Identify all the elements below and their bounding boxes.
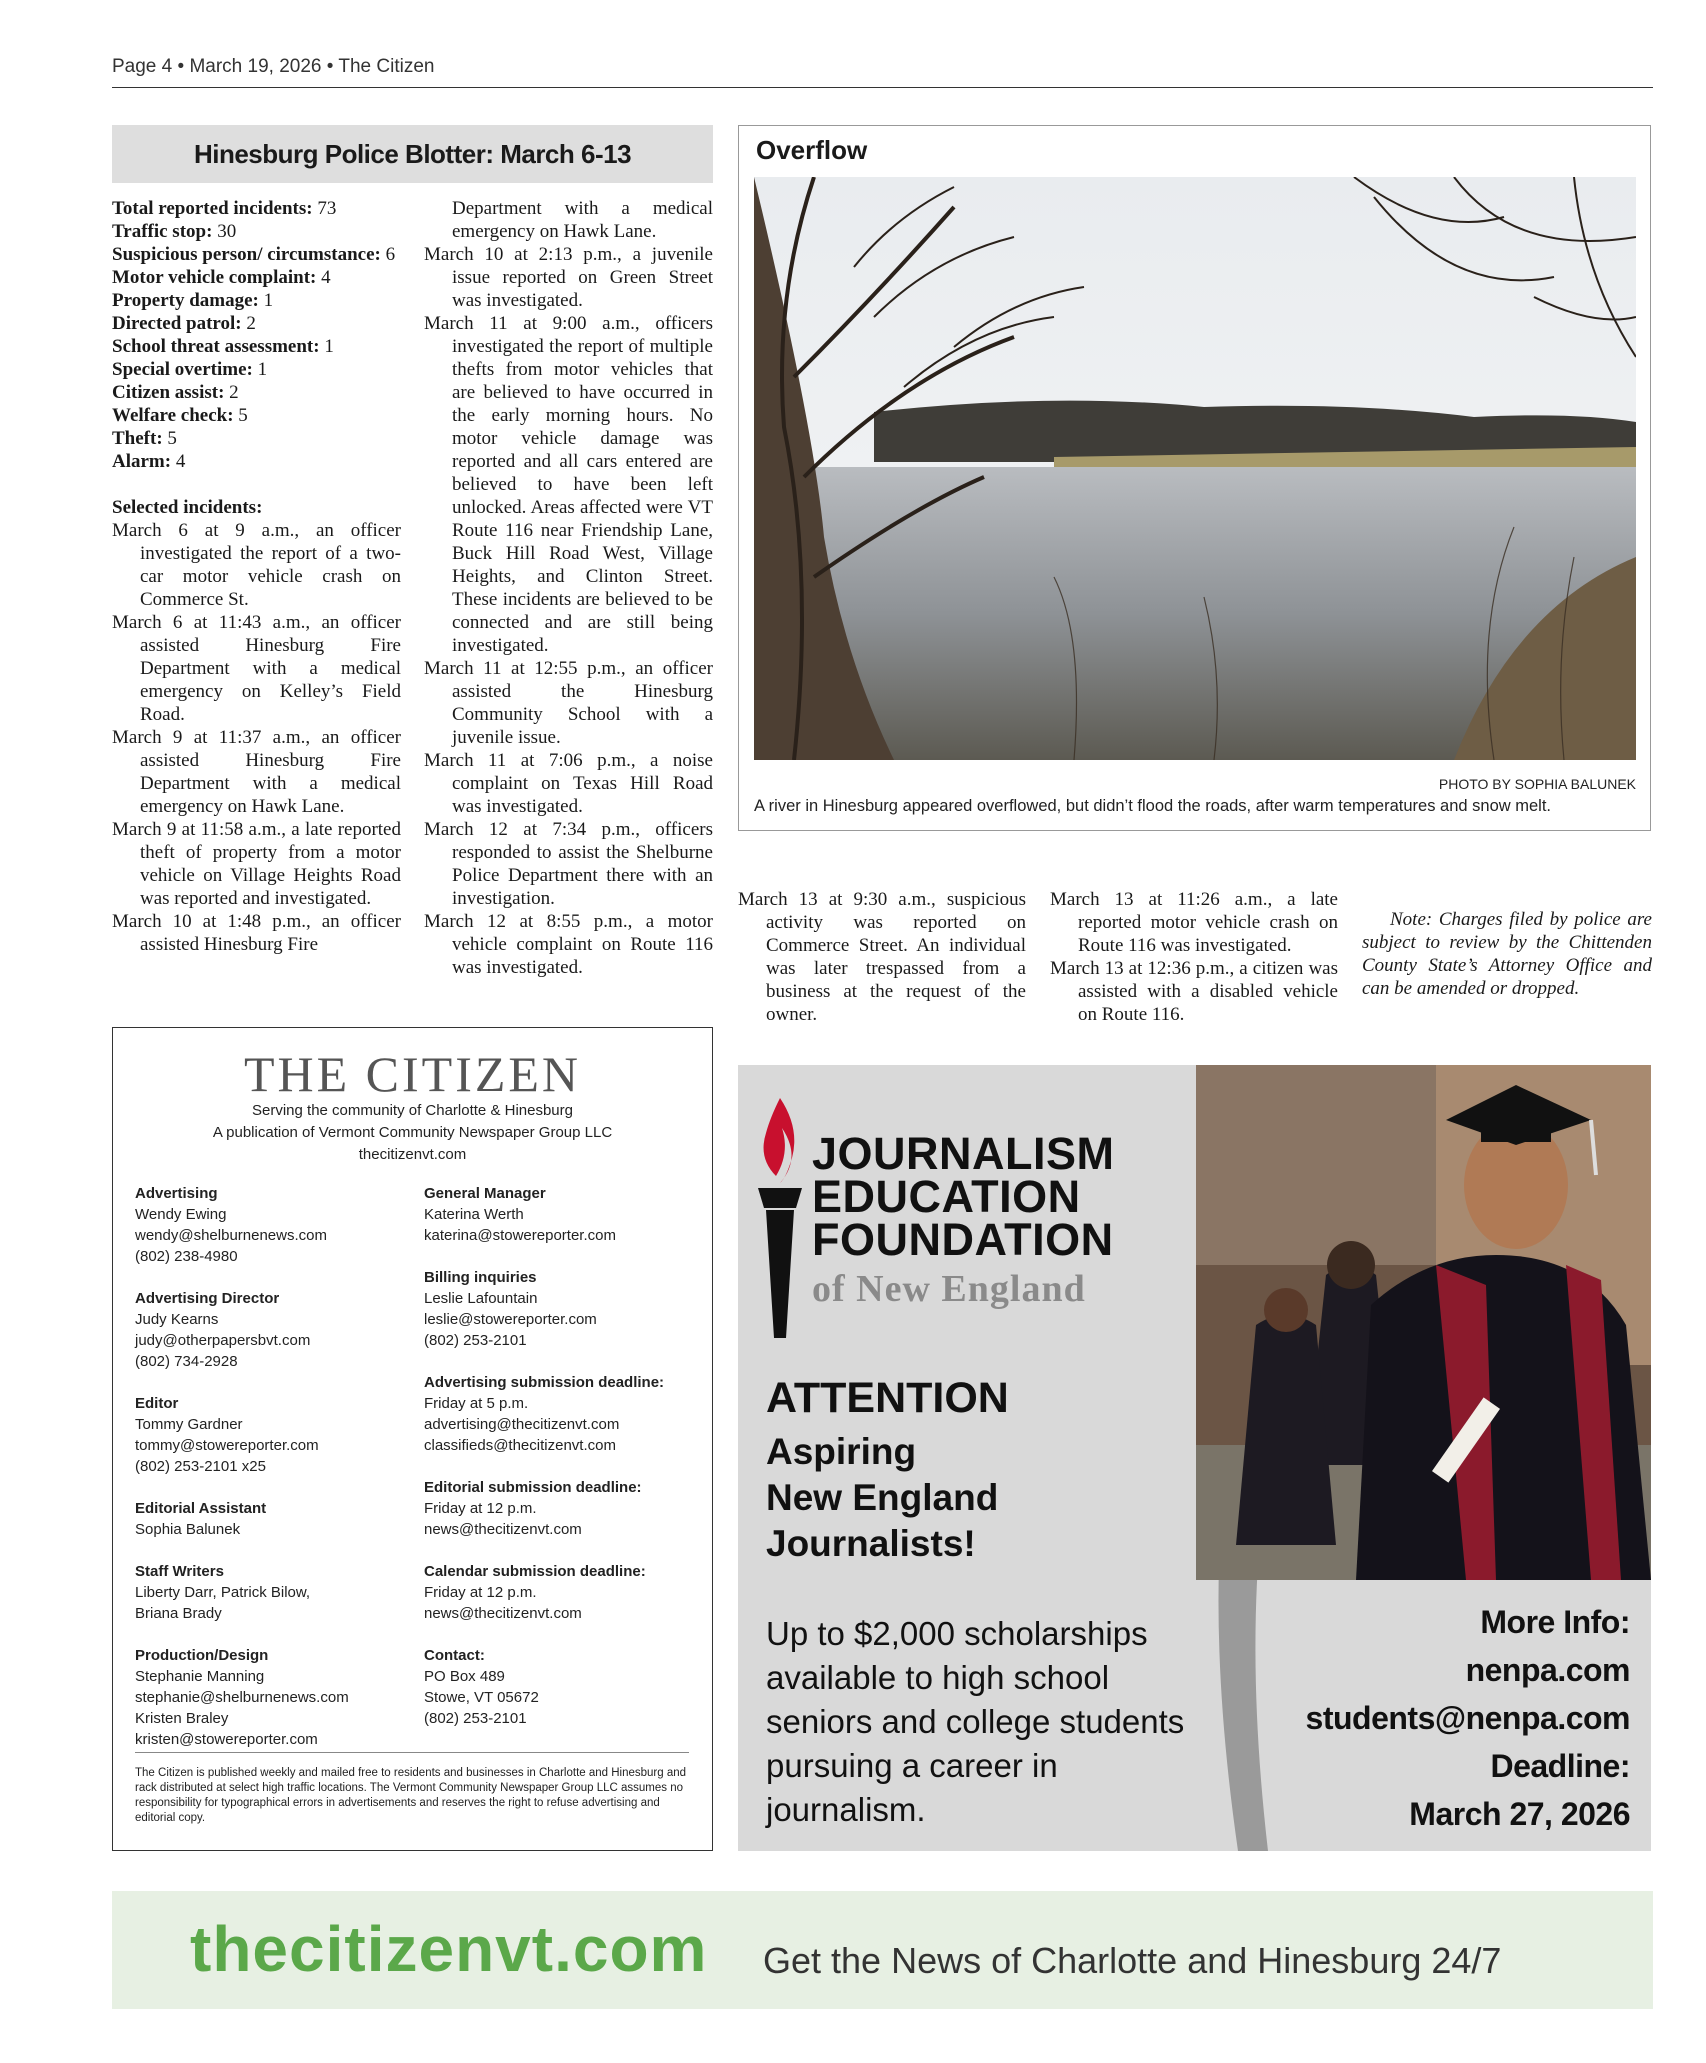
staff-line: (802) 253-2101 xyxy=(424,1332,527,1349)
stat-row xyxy=(112,358,401,381)
incident-entry: March 13 at 12:36 p.m., a citizen was assisted with a disabled vehicle on Route 116. xyxy=(1050,958,1338,1025)
staff-line: judy@otherpapersbvt.com xyxy=(135,1332,311,1349)
ad-info-label: More Info: xyxy=(1480,1604,1630,1640)
staff-line: (802) 734-2928 xyxy=(135,1353,238,1370)
staff-directory-right xyxy=(424,1183,704,1729)
staff-line: (802) 238-4980 xyxy=(135,1248,238,1265)
staff-heading: Billing inquiries xyxy=(424,1269,537,1286)
staff-directory-left xyxy=(135,1183,395,1750)
graduates-photo xyxy=(1196,1065,1651,1580)
staff-line: advertising@thecitizenvt.com xyxy=(424,1416,620,1433)
ad-headline-line: Aspiring xyxy=(766,1431,917,1472)
masthead-title: THE CITIZEN xyxy=(243,1046,582,1102)
staff-heading: General Manager xyxy=(424,1185,546,1202)
blotter-column-3 xyxy=(738,888,1026,1026)
incident-entry: March 11 at 12:55 p.m., an officer assisted the Hinesburg Community School with a juvenile issue. xyxy=(424,658,713,748)
incident-entry: March 6 at 11:43 a.m., an officer assisted Hinesburg Fire Department with a medical emergency on Kelley’s Field Road. xyxy=(112,612,401,725)
banner-tagline: Get the News of Charlotte and Hinesburg 24/7 xyxy=(763,1940,1502,1981)
stat-row xyxy=(112,197,401,220)
staff-line: news@thecitizenvt.com xyxy=(424,1521,582,1538)
stat-label: Property damage: xyxy=(112,290,259,311)
foundation-subtitle: of New England xyxy=(812,1268,1086,1310)
stat-value: 5 xyxy=(238,405,248,426)
blotter-stats xyxy=(112,197,401,473)
stat-label: Alarm: xyxy=(112,451,172,472)
stat-label: Welfare check: xyxy=(112,405,234,426)
issue-date: March 19, 2026 xyxy=(189,56,322,77)
graduates-illustration xyxy=(1196,1065,1651,1580)
stat-label: Theft: xyxy=(112,428,163,449)
stat-value: 4 xyxy=(321,267,331,288)
foundation-line-2: EDUCATION xyxy=(812,1171,1081,1222)
header-divider xyxy=(112,87,1653,88)
staff-heading: Calendar submission deadline: xyxy=(424,1563,646,1580)
blotter-column-4 xyxy=(1050,888,1338,1026)
staff-line: news@thecitizenvt.com xyxy=(424,1605,582,1622)
staff-gap xyxy=(135,1540,395,1561)
staff-line: Tommy Gardner xyxy=(135,1416,243,1433)
stat-value: 1 xyxy=(324,336,334,357)
page-header xyxy=(112,56,1653,78)
blotter-column-2 xyxy=(424,197,713,979)
foundation-line-3: FOUNDATION xyxy=(812,1214,1114,1265)
staff-gap xyxy=(135,1267,395,1288)
masthead-divider xyxy=(135,1752,689,1753)
stat-label: Suspicious person/ circumstance: xyxy=(112,244,381,265)
staff-heading: Contact: xyxy=(424,1647,485,1664)
ad-body-text: Up to $2,000 scholarships available to high school seniors and college students pursuing a career in journalism. xyxy=(766,1615,1185,1828)
stat-value: 30 xyxy=(217,221,237,242)
blotter-entries-2 xyxy=(424,243,713,979)
staff-line: Stephanie Manning xyxy=(135,1668,265,1685)
stat-label: Special overtime: xyxy=(112,359,253,380)
staff-line: stephanie@shelburnenews.com xyxy=(135,1689,349,1706)
staff-gap xyxy=(424,1540,704,1561)
stat-row xyxy=(112,404,401,427)
photo-caption: A river in Hinesburg appeared overflowed, but didn’t flood the roads, after warm temperatures and snow melt. xyxy=(754,797,1552,815)
staff-gap xyxy=(424,1456,704,1477)
selected-incidents-heading: Selected incidents: xyxy=(112,497,263,518)
staff-line: Stowe, VT 05672 xyxy=(424,1689,539,1706)
staff-line: Leslie Lafountain xyxy=(424,1290,538,1307)
foundation-line-1: JOURNALISM xyxy=(812,1128,1115,1179)
page-number: Page 4 xyxy=(112,56,173,77)
staff-line: Judy Kearns xyxy=(135,1311,219,1328)
staff-line: PO Box 489 xyxy=(424,1668,505,1685)
stat-label: Motor vehicle complaint: xyxy=(112,267,317,288)
staff-heading: Editorial submission deadline: xyxy=(424,1479,642,1496)
paper-name: The Citizen xyxy=(338,56,435,77)
staff-line: kristen@stowereporter.com xyxy=(135,1731,318,1748)
incident-entry: March 9 at 11:58 a.m., a late reported theft of property from a motor vehicle on Village Heights Road was reported and investigated. xyxy=(112,819,401,909)
staff-line: (802) 253-2101 xyxy=(424,1710,527,1727)
incident-entry: March 11 at 9:00 a.m., officers investigated the report of multiple thefts from motor vehicles that are believed to have occurred in the early morning hours. No motor vehicle damage was reported and all cars entered are believed to have been left unlocked. Areas affected were VT Route 116 near Friendship Lane, Buck Hill Road West, Village Heights, and Clinton Street. These incidents are believed to be connected and are still being investigated. xyxy=(424,313,713,656)
stat-value: 1 xyxy=(263,290,274,311)
blotter-note: Note: Charges filed by police are subject to review by the Chittenden County State’s Attorney Office and can be amended or dropped. xyxy=(1362,909,1652,999)
incident-entry: March 11 at 7:06 p.m., a noise complaint on Texas Hill Road was investigated. xyxy=(424,750,713,817)
stat-row xyxy=(112,243,401,266)
staff-gap xyxy=(135,1624,395,1645)
stat-label: Total reported incidents: xyxy=(112,198,313,219)
staff-heading: Editorial Assistant xyxy=(135,1500,267,1517)
stat-row xyxy=(112,450,401,473)
blotter-title: Hinesburg Police Blotter: March 6-13 xyxy=(112,125,713,183)
staff-gap xyxy=(424,1246,704,1267)
river-photo-illustration xyxy=(754,177,1636,760)
stat-value: 1 xyxy=(257,359,268,380)
incident-entry: March 12 at 8:55 p.m., a motor vehicle complaint on Route 116 was investigated. xyxy=(424,911,713,978)
stat-value: 5 xyxy=(167,428,177,449)
staff-line: classifieds@thecitizenvt.com xyxy=(424,1437,616,1454)
stat-row xyxy=(112,220,401,243)
incident-entry: March 13 at 9:30 a.m., suspicious activity was reported on Commerce Street. An individual was later trespassed from a business at the request of the owner. xyxy=(738,889,1026,1025)
stat-value: 6 xyxy=(385,244,396,265)
staff-gap xyxy=(135,1372,395,1393)
stat-label: Citizen assist: xyxy=(112,382,225,403)
staff-line: Friday at 12 p.m. xyxy=(424,1584,537,1601)
ad-headline xyxy=(766,1429,998,1567)
incident-entry: March 12 at 7:34 p.m., officers responded to assist the Shelburne Police Department there with an investigation. xyxy=(424,819,713,909)
photo-credit: PHOTO BY SOPHIA BALUNEK xyxy=(1438,776,1636,792)
ad-headline-line: Journalists! xyxy=(766,1523,976,1564)
staff-gap xyxy=(135,1477,395,1498)
ad-deadline-date: March 27, 2026 xyxy=(1409,1796,1630,1832)
staff-gap xyxy=(424,1351,704,1372)
header-separator: • xyxy=(326,56,334,77)
incident-entry: March 10 at 2:13 p.m., a juvenile issue reported on Green Street was investigated. xyxy=(424,244,713,311)
staff-line: wendy@shelburnenews.com xyxy=(135,1227,327,1244)
staff-line: (802) 253-2101 x25 xyxy=(135,1458,266,1475)
staff-line: Friday at 12 p.m. xyxy=(424,1500,537,1517)
stat-label: Directed patrol: xyxy=(112,313,242,334)
stat-value: 2 xyxy=(246,313,256,334)
staff-line: Friday at 5 p.m. xyxy=(424,1395,529,1412)
torch-logo-icon xyxy=(752,1098,808,1338)
incident-entry: March 6 at 9 a.m., an officer investigated the report of a two-car motor vehicle crash on Commerce St. xyxy=(112,520,401,610)
staff-heading: Advertising submission deadline: xyxy=(424,1374,665,1391)
incident-entry: March 13 at 11:26 a.m., a late reported motor vehicle crash on Route 116 was investigated. xyxy=(1050,889,1338,956)
ad-attention: ATTENTION xyxy=(766,1374,1009,1422)
staff-line: Kristen Braley xyxy=(135,1710,229,1727)
masthead-disclaimer: The Citizen is published weekly and mailed free to residents and businesses in Charlotte and Hinesburg and rack distributed at select high traffic locations. The Vermont Community Newspaper Group LLC assumes no responsibility for typographical errors in advertisements and reserves the right to refuse advertising and editorial copy. xyxy=(135,1767,687,1824)
foundation-name xyxy=(812,1128,1115,1265)
staff-line: Sophia Balunek xyxy=(135,1521,241,1538)
staff-heading: Advertising Director xyxy=(135,1290,280,1307)
staff-line: katerina@stowereporter.com xyxy=(424,1227,616,1244)
stat-value: 4 xyxy=(175,451,186,472)
ad-info-website[interactable]: nenpa.com xyxy=(1465,1652,1630,1688)
stat-row xyxy=(112,381,401,404)
stat-row xyxy=(112,335,401,358)
incident-entry: March 9 at 11:37 a.m., an officer assisted Hinesburg Fire Department with a medical emergency on Hawk Lane. xyxy=(112,727,401,817)
blotter-entries-1 xyxy=(112,519,401,956)
stat-value: 2 xyxy=(229,382,239,403)
staff-heading: Staff Writers xyxy=(135,1563,224,1580)
staff-line: leslie@stowereporter.com xyxy=(424,1311,597,1328)
photo-title: Overflow xyxy=(756,135,868,165)
masthead-tagline: Serving the community of Charlotte & Hinesburg xyxy=(252,1102,573,1119)
header-separator: • xyxy=(177,56,185,77)
blotter-entries-3 xyxy=(738,888,1026,1026)
stat-row xyxy=(112,266,401,289)
stat-label: Traffic stop: xyxy=(112,221,213,242)
stat-label: School threat assessment: xyxy=(112,336,320,357)
masthead-website[interactable]: thecitizenvt.com xyxy=(358,1146,467,1163)
staff-line: Wendy Ewing xyxy=(135,1206,227,1223)
ad-info-block xyxy=(1300,1598,1630,1838)
staff-line: Liberty Darr, Patrick Bilow, xyxy=(135,1584,311,1601)
stat-row xyxy=(112,289,401,312)
stat-row xyxy=(112,427,401,450)
blotter-entries-4 xyxy=(1050,888,1338,1026)
blotter-continuation: Department with a medical emergency on Hawk Lane. xyxy=(452,198,713,242)
staff-line: Katerina Werth xyxy=(424,1206,524,1223)
ad-deadline-label: Deadline: xyxy=(1490,1748,1630,1784)
incident-entry: March 10 at 1:48 p.m., an officer assisted Hinesburg Fire xyxy=(112,911,401,955)
masthead-publisher: A publication of Vermont Community Newspaper Group LLC xyxy=(212,1124,613,1141)
staff-heading: Advertising xyxy=(135,1185,218,1202)
stat-row xyxy=(112,312,401,335)
staff-line: tommy@stowereporter.com xyxy=(135,1437,319,1454)
river-photo xyxy=(754,177,1636,760)
banner-website[interactable]: thecitizenvt.com xyxy=(190,1913,708,1985)
ad-headline-line: New England xyxy=(766,1477,999,1518)
stat-value: 73 xyxy=(317,198,337,219)
staff-heading: Editor xyxy=(135,1395,179,1412)
staff-gap xyxy=(424,1624,704,1645)
staff-heading: Production/Design xyxy=(135,1647,269,1664)
ad-info-email[interactable]: students@nenpa.com xyxy=(1305,1700,1630,1736)
blotter-column-1 xyxy=(112,197,401,956)
staff-line: Briana Brady xyxy=(135,1605,222,1622)
